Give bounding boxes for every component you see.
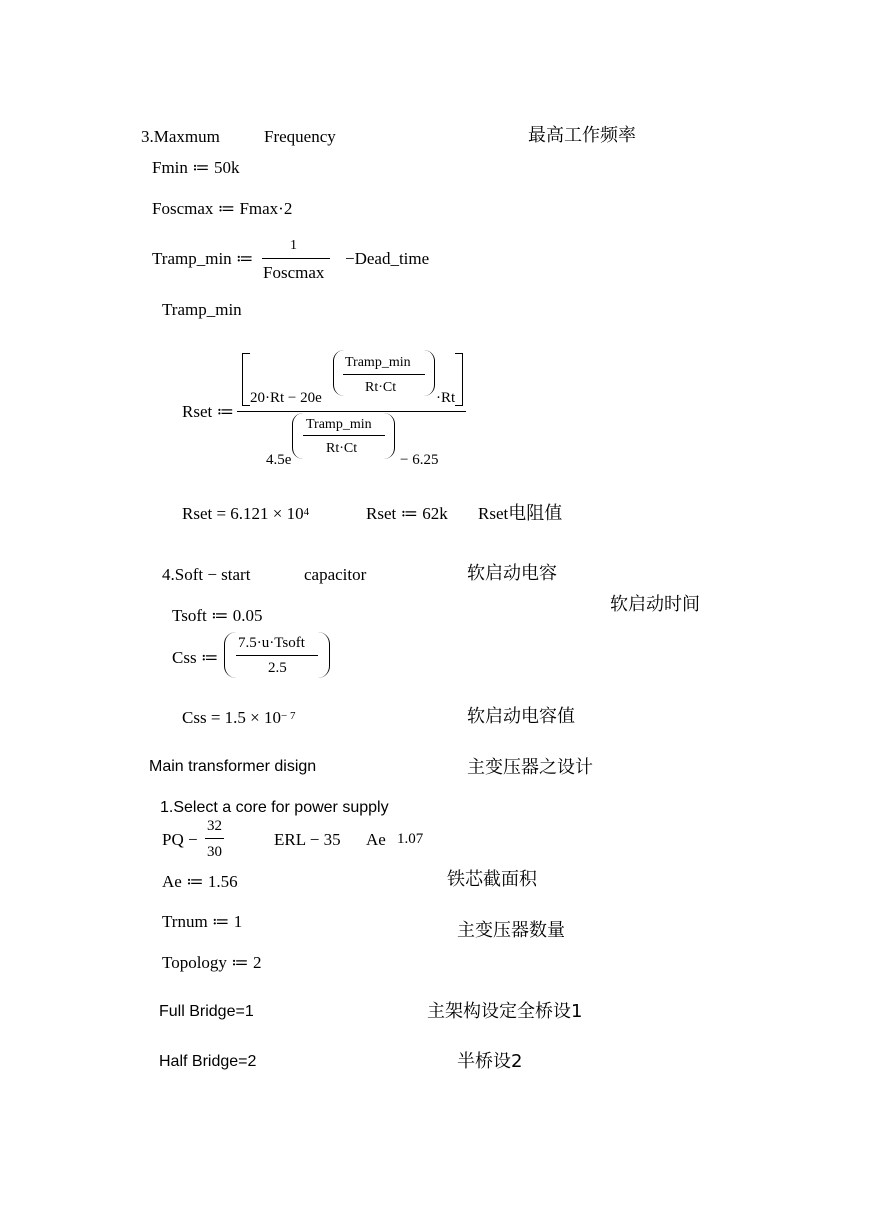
half-bridge-cn: 半桥设2 [457,1051,523,1072]
section3-title-cn: 最高工作频率 [528,125,636,146]
css-paren-right [318,632,330,678]
half-bridge-note: Half Bridge=2 [159,1053,257,1070]
rset-den-exp-numerator: Tramp_min [306,417,372,432]
rset-den-exp-fraction-bar [303,435,385,436]
rset-denominator-b: − 6.25 [400,452,439,468]
rset-result-mantissa: Rset = 6.121 × 10 [182,504,304,523]
rset-exp-numerator: Tramp_min [345,355,411,370]
css-lhs: Css ≔ [172,648,219,667]
rset-den-exp-denominator: Rt·Ct [326,441,358,456]
ae-cn: 铁芯截面积 [447,869,537,890]
soft-start-time-cn: 软启动时间 [610,594,700,615]
css-result-exponent: − 7 [281,710,296,722]
full-bridge-note: Full Bridge=1 [159,1003,254,1020]
tramp-denominator: Foscmax [263,263,325,282]
ae-label: Ae [366,830,386,849]
transformer-title: Main transformer disign [149,758,317,775]
rset-bracket-left [242,353,243,405]
rset-denominator-a: 4.5e [266,452,292,468]
rset-lhs: Rset ≔ [182,402,235,421]
rset-numerator-a: 20·Rt − 20e [250,390,322,406]
section4-number: 4.Soft − start [162,565,251,584]
css-value-cn: 软启动电容值 [467,706,575,727]
rset-assignment: Rset ≔ 62k [366,504,448,523]
pq-numerator: 32 [207,818,222,834]
rset-label-latin: Rset [478,504,509,523]
rset-exp-paren-right [424,350,435,396]
rset-label [478,505,562,523]
tramp-lhs: Tramp_min ≔ [152,249,254,268]
css-result [182,709,295,726]
rset-exp-paren-left [333,350,344,396]
tramp-rest: −Dead_time [345,249,430,268]
tsoft-equation: Tsoft ≔ 0.05 [172,606,263,625]
tramp-numerator: 1 [290,238,297,253]
rset-bracket-right-top [455,353,463,354]
css-paren-left [224,632,236,678]
css-result-mantissa: Css = 1.5 × 10 [182,708,281,727]
rset-exp-fraction-bar [343,374,425,375]
pq-fraction-bar [205,838,224,839]
rset-fraction-bar [237,411,466,412]
transformer-title-cn: 主变压器之设计 [467,757,593,778]
pq-denominator: 30 [207,844,222,860]
rset-den-paren-left [292,413,303,459]
full-bridge-cn: 主架构设定全桥设1 [427,1001,583,1022]
tramp-evaluation: Tramp_min [162,300,242,319]
trnum-cn: 主变压器数量 [457,920,565,941]
trnum-assignment: Trnum ≔ 1 [162,912,243,931]
rset-result [182,505,309,522]
rset-exp-denominator: Rt·Ct [365,380,397,395]
select-core-heading: 1.Select a core for power supply [160,799,389,816]
pq-label: PQ − [162,830,198,849]
rset-result-exponent: 4 [303,506,310,518]
rset-bracket-right [462,353,463,405]
css-denominator: 2.5 [268,660,287,676]
foscmax-equation: Foscmax ≔ Fmax·2 [152,199,293,218]
rset-den-paren-right [384,413,395,459]
ae-core-value: 1.07 [397,831,424,847]
section4-title-cn: 软启动电容 [467,563,557,584]
ae-assignment: Ae ≔ 1.56 [162,872,238,891]
rset-label-cn: 电阻值 [508,503,563,524]
rset-bracket-left-top [242,353,250,354]
fmin-equation: Fmin ≔ 50k [152,158,240,177]
topology-assignment: Topology ≔ 2 [162,953,262,972]
section3-title: Frequency [264,127,336,146]
rset-bracket-left-bottom [242,405,250,406]
erl-label: ERL − 35 [274,830,341,849]
rset-numerator-b: ·Rt [436,390,456,406]
tramp-fraction-bar [262,258,330,259]
css-numerator: 7.5·u·Tsoft [238,635,305,651]
css-fraction-bar [236,655,318,656]
section3-number: 3.Maxmum [141,127,220,146]
rset-bracket-right-bottom [455,405,463,406]
section4-title: capacitor [304,565,367,584]
